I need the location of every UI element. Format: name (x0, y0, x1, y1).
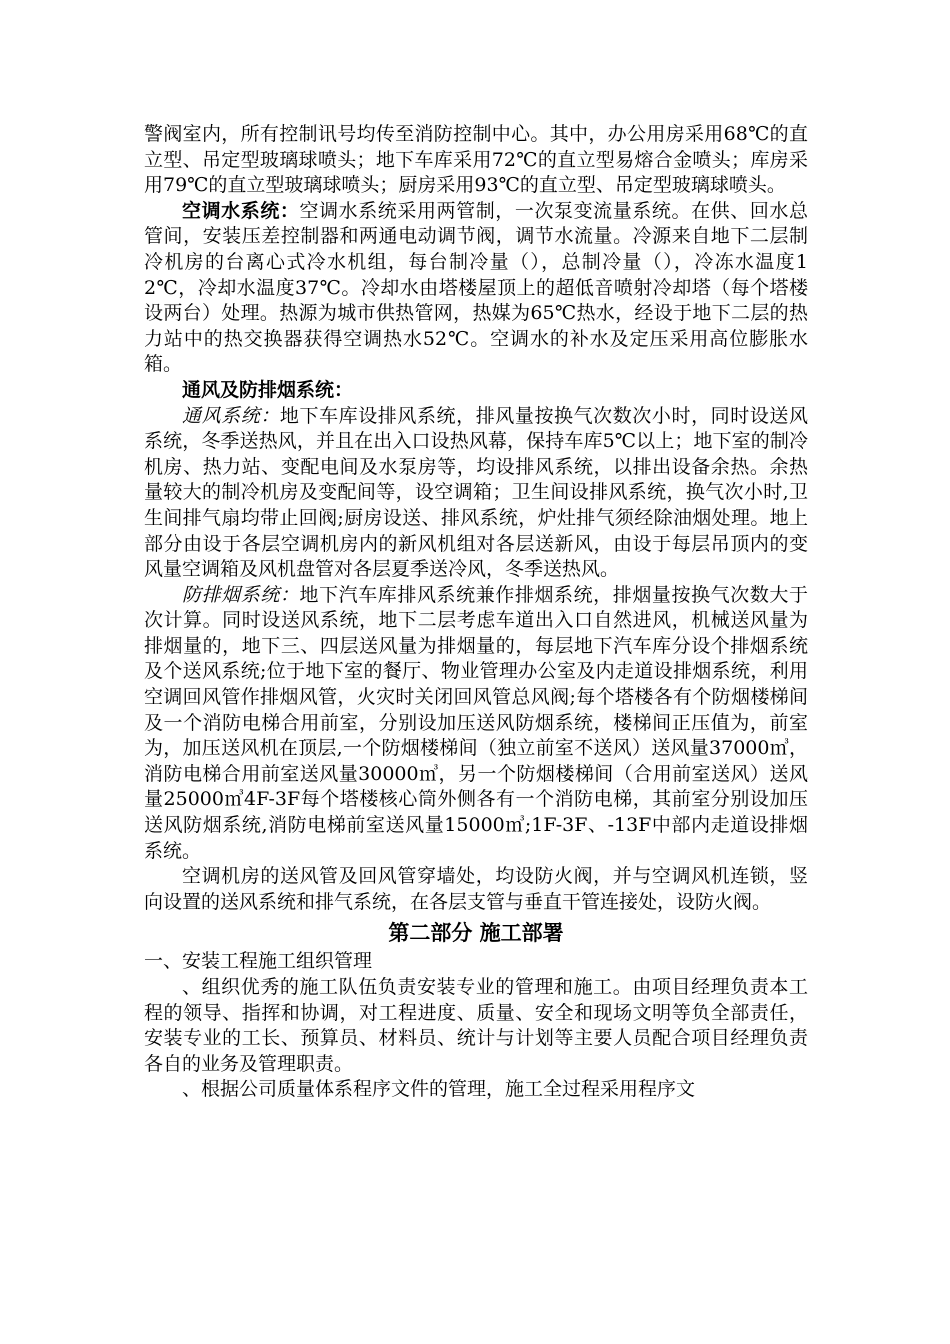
text-ac-water: 空调水系统采用两管制，一次泵变流量系统。在供、回水总管间，安装压差控制器和两通电动调节阀，调节水流量。冷源来自地下二层制冷机房的台离心式冷水机组，每台制冷量（），总制冷量（），冷冻水温度12℃，冷却水温度37℃。冷却水由塔楼屋顶上的超低音喷射冷却塔（每个塔楼设两台）处理。热源为城市供热管网，热媒为65℃热水，经设于地下二层的热力站中的热交换器获得空调热水52℃。空调水的补水及定压采用高位膨胀水箱。 (144, 199, 808, 376)
text-smoke-exhaust: 地下汽车库排风系统兼作排烟系统，排烟量按换气次数大于次计算。同时设送风系统，地下二层考虑车道出入口自然进风，机械送风量为排烟量的，地下三、四层送风量为排烟量的，每层地下汽车库分设个排烟系统及个送风系统;位于地下室的餐厅、物业管理办公室及内走道设排烟系统，利用空调回风管作排烟风管，火灾时关闭回风管总风阀;每个塔楼各有个防烟楼梯间及一个消防电梯合用前室，分别设加压送风防烟系统，楼梯间正压值为，前室为，加压送风机在顶层,一个防烟楼梯间（独立前室不送风）送风量37000㎥，消防电梯合用前室送风量30000㎥，另一个防烟楼梯间（合用前室送风）送风量25000㎥4F-3F每个塔楼核心筒外侧各有一个消防电梯，其前室分别设加压送风防烟系统,消防电梯前室送风量15000㎥;1F-3F、-13F中部内走道设排烟系统。 (144, 583, 808, 862)
section-title-organization: 一、安装工程施工组织管理 (144, 950, 373, 973)
paragraph-fire-damper: 空调机房的送风管及回风管穿墙处，均设防火阀，并与空调风机连锁，竖向设置的送风系统和排气系统，在各层支管与垂直干管连接处，设防火阀。 (144, 865, 808, 913)
heading-part-two: 第二部分 施工部署 (388, 920, 564, 946)
document-page (144, 122, 808, 1103)
label-ventilation: 通风系统： (182, 404, 280, 427)
paragraph-smoke-exhaust (144, 583, 808, 865)
paragraph-ventilation (144, 404, 808, 583)
label-smoke-exhaust: 防排烟系统： (182, 583, 300, 606)
paragraph-team: 、组织优秀的施工队伍负责安装专业的管理和施工。由项目经理负责本工程的领导、指挥和协调，对工程进度、质量、安全和现场文明等负全部责任，安装专业的工长、预算员、材料员、统计与计划等主要人员配合项目经理负责各自的业务及管理职责。 (144, 976, 808, 1075)
label-ac-water: 空调水系统： (182, 199, 300, 222)
paragraph-sprinkler: 警阀室内，所有控制讯号均传至消防控制中心。其中，办公用房采用68℃的直立型、吊定型玻璃球喷头；地下车库采用72℃的直立型易熔合金喷头；库房采用79℃的直立型玻璃球喷头；厨房采用93℃的直立型、吊定型玻璃球喷头。 (144, 123, 808, 197)
heading-ventilation: 通风及防排烟系统： (182, 378, 354, 401)
text-ventilation: 地下车库设排风系统，排风量按换气次数次小时，同时设送风系统，冬季送热风，并且在出入口设热风幕，保持车库5℃以上；地下室的制冷机房、热力站、变配电间及水泵房等，均设排风系统，以排出设备余热。余热量较大的制冷机房及变配间等，设空调箱；卫生间设排风系统，换气次小时,卫生间排气扇均带止回阀;厨房设送、排风系统，炉灶排气须经除油烟处理。地上部分由设于各层空调机房内的新风机组对各层送新风，由设于每层吊顶内的变风量空调箱及风机盘管对各层夏季送冷风，冬季送热风。 (144, 404, 808, 581)
paragraph-quality: 、根据公司质量体系程序文件的管理，施工全过程采用程序文 (182, 1078, 696, 1101)
paragraph-ac-water (144, 199, 808, 378)
